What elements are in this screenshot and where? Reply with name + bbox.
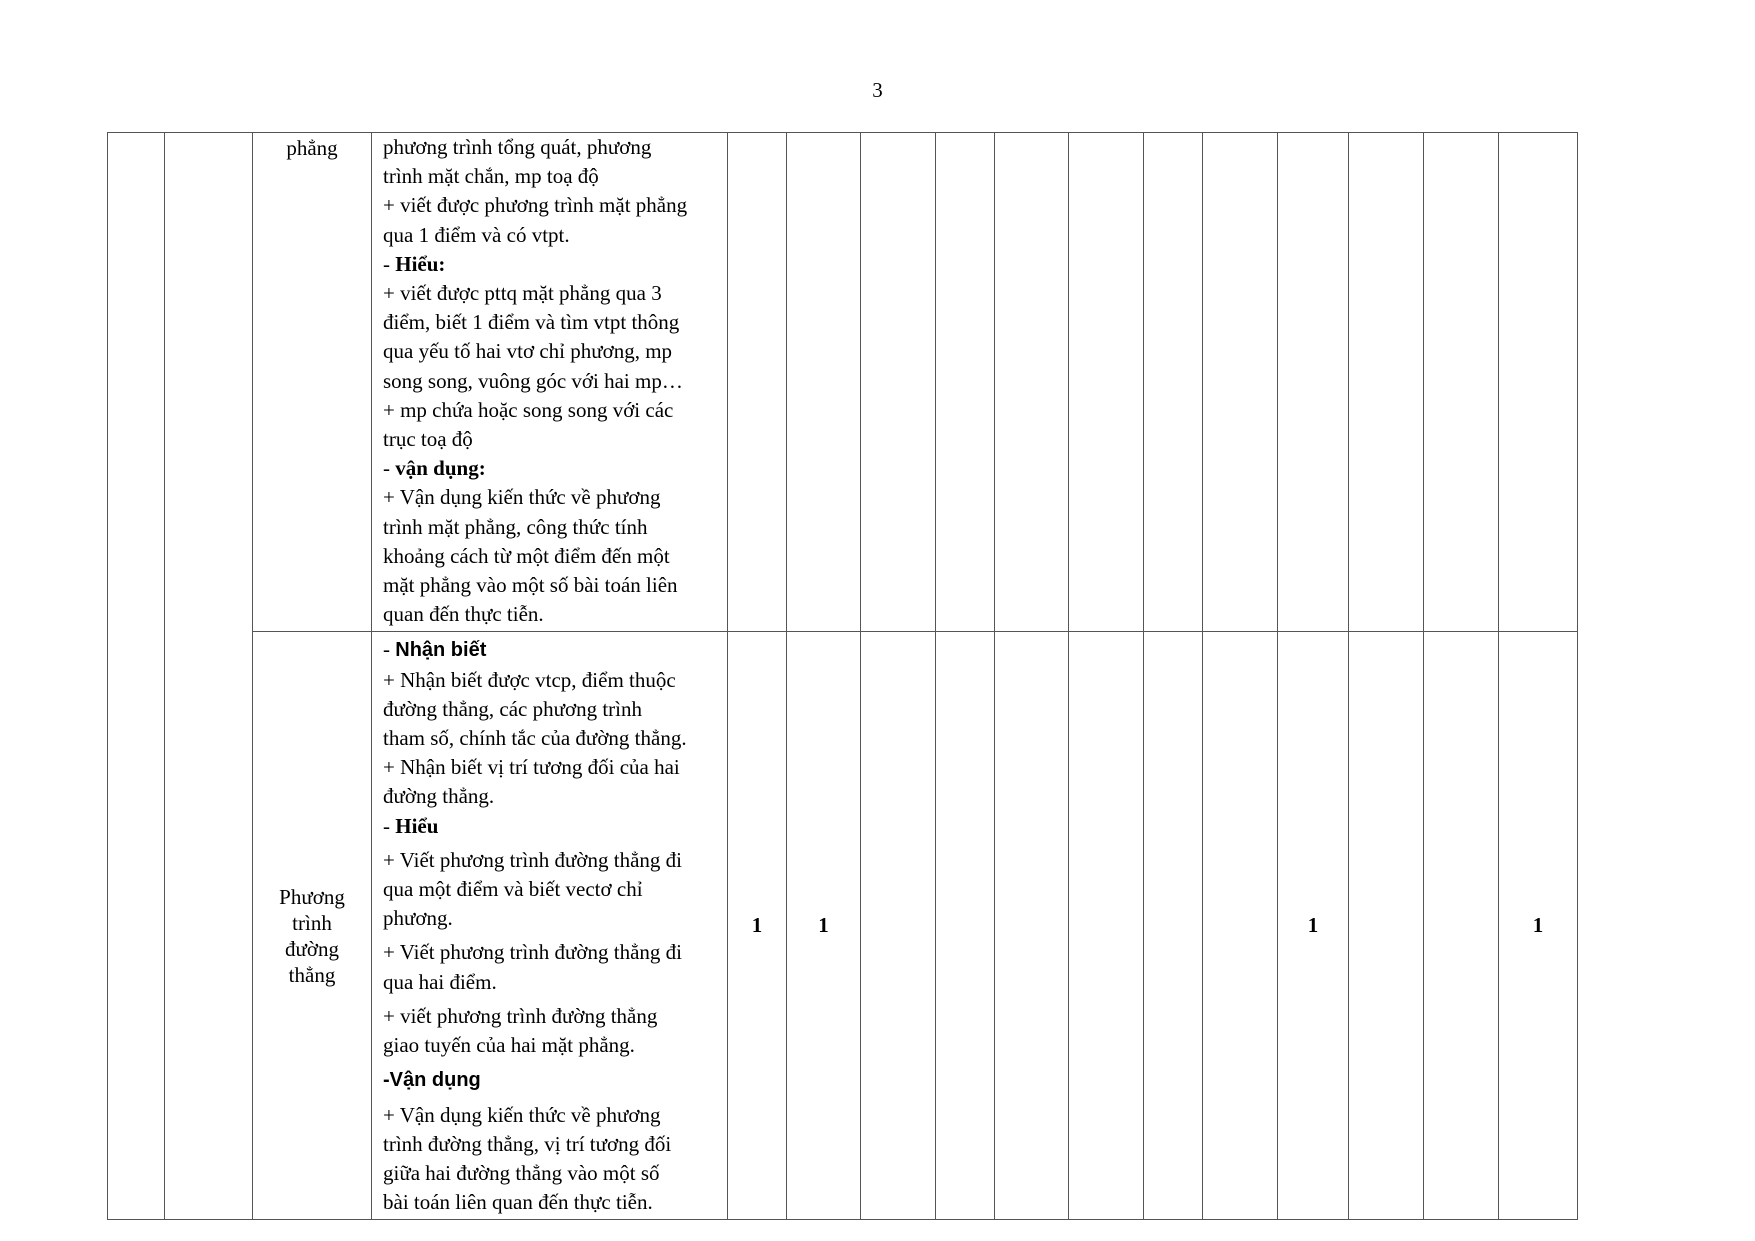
requirement-line: + Vận dụng kiến thức về phương: [383, 1102, 661, 1127]
topic-line: phẳng: [286, 136, 338, 160]
count-cell: [1349, 133, 1424, 632]
requirement-line: + Vận dụng kiến thức về phương: [383, 485, 661, 510]
level-heading: Hiểu: [395, 813, 439, 838]
topic-cell: [253, 632, 372, 1220]
topic-line: Phương: [279, 884, 345, 909]
requirement-line: phương trình tổng quát, phương: [383, 135, 652, 159]
requirement-line: [383, 1065, 721, 1095]
requirement-line: + Nhận biết được vtcp, điểm thuộc: [383, 667, 676, 692]
requirement-line: [383, 250, 719, 279]
count-cell: [1144, 632, 1203, 1220]
count-cell: [1203, 632, 1278, 1220]
requirement-line: qua hai điểm.: [383, 969, 497, 994]
count-cell: [861, 632, 936, 1220]
page-number: 3: [872, 78, 883, 102]
level-prefix: -: [383, 637, 396, 662]
level-prefix: -: [383, 456, 396, 481]
requirement-line: phương.: [383, 906, 453, 931]
count-cell: [1278, 133, 1349, 632]
count-cell: 1: [1499, 632, 1578, 1220]
count-cell: [728, 133, 787, 632]
topic-cell: [253, 133, 372, 632]
count-cell: [1424, 632, 1499, 1220]
requirement-line: + mp chứa hoặc song song với các: [383, 397, 674, 422]
count-cell: 1: [728, 632, 787, 1220]
count-cell: [861, 133, 936, 632]
chapter-cell: [108, 133, 165, 1220]
count-cell: 1: [1278, 632, 1349, 1220]
level-prefix: -: [383, 251, 396, 276]
requirement-line: giữa hai đường thẳng vào một số: [383, 1160, 660, 1185]
topic-line: thẳng: [288, 962, 336, 987]
table-row: [108, 133, 1578, 632]
requirement-line: trình đường thẳng, vị trí tương đối: [383, 1131, 672, 1156]
requirement-line: tham số, chính tắc của đường thẳng.: [383, 726, 687, 751]
level-prefix: -: [383, 813, 396, 838]
requirement-line: giao tuyến của hai mặt phẳng.: [383, 1033, 635, 1058]
count-cell: [1144, 133, 1203, 632]
requirement-line: khoảng cách từ một điểm đến một: [383, 543, 670, 568]
requirement-line: [383, 812, 721, 841]
requirement-line: + Viết phương trình đường thẳng đi: [383, 847, 682, 872]
count-cell: [1069, 632, 1144, 1220]
requirement-line: song song, vuông góc với hai mp…: [383, 368, 683, 393]
topic-line: đường: [285, 936, 339, 961]
requirement-cell: [372, 133, 728, 632]
requirement-line: qua một điểm và biết vectơ chỉ: [383, 877, 643, 902]
requirement-line: quan đến thực tiễn.: [383, 602, 544, 627]
level-heading: Nhận biết: [395, 639, 487, 662]
count-cell: [995, 632, 1069, 1220]
count-cell: 1: [787, 632, 861, 1220]
count-cell: [1499, 133, 1578, 632]
count-cell: [1203, 133, 1278, 632]
requirement-line: mặt phẳng vào một số bài toán liên: [383, 573, 678, 598]
requirement-line: bài toán liên quan đến thực tiễn.: [383, 1190, 653, 1215]
count-cell: [995, 133, 1069, 632]
requirement-line: qua 1 điểm và có vtpt.: [383, 222, 570, 247]
topic-line: trình: [292, 910, 332, 935]
requirement-line: [383, 454, 719, 483]
count-cell: [936, 632, 995, 1220]
count-cell: [1349, 632, 1424, 1220]
requirement-line: + Nhận biết vị trí tương đối của hai: [383, 755, 680, 780]
requirement-line: + viết được pttq mặt phẳng qua 3: [383, 281, 662, 306]
level-heading: Hiểu:: [395, 251, 446, 276]
assessment-matrix-table: [107, 132, 1578, 1220]
level-heading: vận dụng:: [395, 456, 486, 481]
requirement-line: + Viết phương trình đường thẳng đi: [383, 940, 682, 965]
requirement-line: trình mặt phẳng, công thức tính: [383, 514, 648, 539]
requirement-line: [383, 635, 721, 665]
count-cell: [787, 133, 861, 632]
requirement-line: qua yếu tố hai vtơ chỉ phương, mp: [383, 339, 673, 364]
count-cell: [936, 133, 995, 632]
requirement-line: đường thẳng.: [383, 784, 495, 809]
table-row: [108, 632, 1578, 1220]
requirement-cell: [372, 632, 728, 1220]
requirement-line: điểm, biết 1 điểm và tìm vtpt thông: [383, 310, 680, 335]
count-cell: [1069, 133, 1144, 632]
requirement-line: + viết phương trình đường thẳng: [383, 1003, 658, 1028]
requirement-line: + viết được phương trình mặt phẳng: [383, 193, 688, 218]
requirement-line: trình mặt chắn, mp toạ độ: [383, 164, 599, 189]
count-cell: [1424, 133, 1499, 632]
level-heading: -Vận dụng: [383, 1069, 481, 1092]
content-cell: [165, 133, 253, 1220]
requirement-line: trục toạ độ: [383, 427, 473, 452]
requirement-line: đường thẳng, các phương trình: [383, 696, 643, 721]
